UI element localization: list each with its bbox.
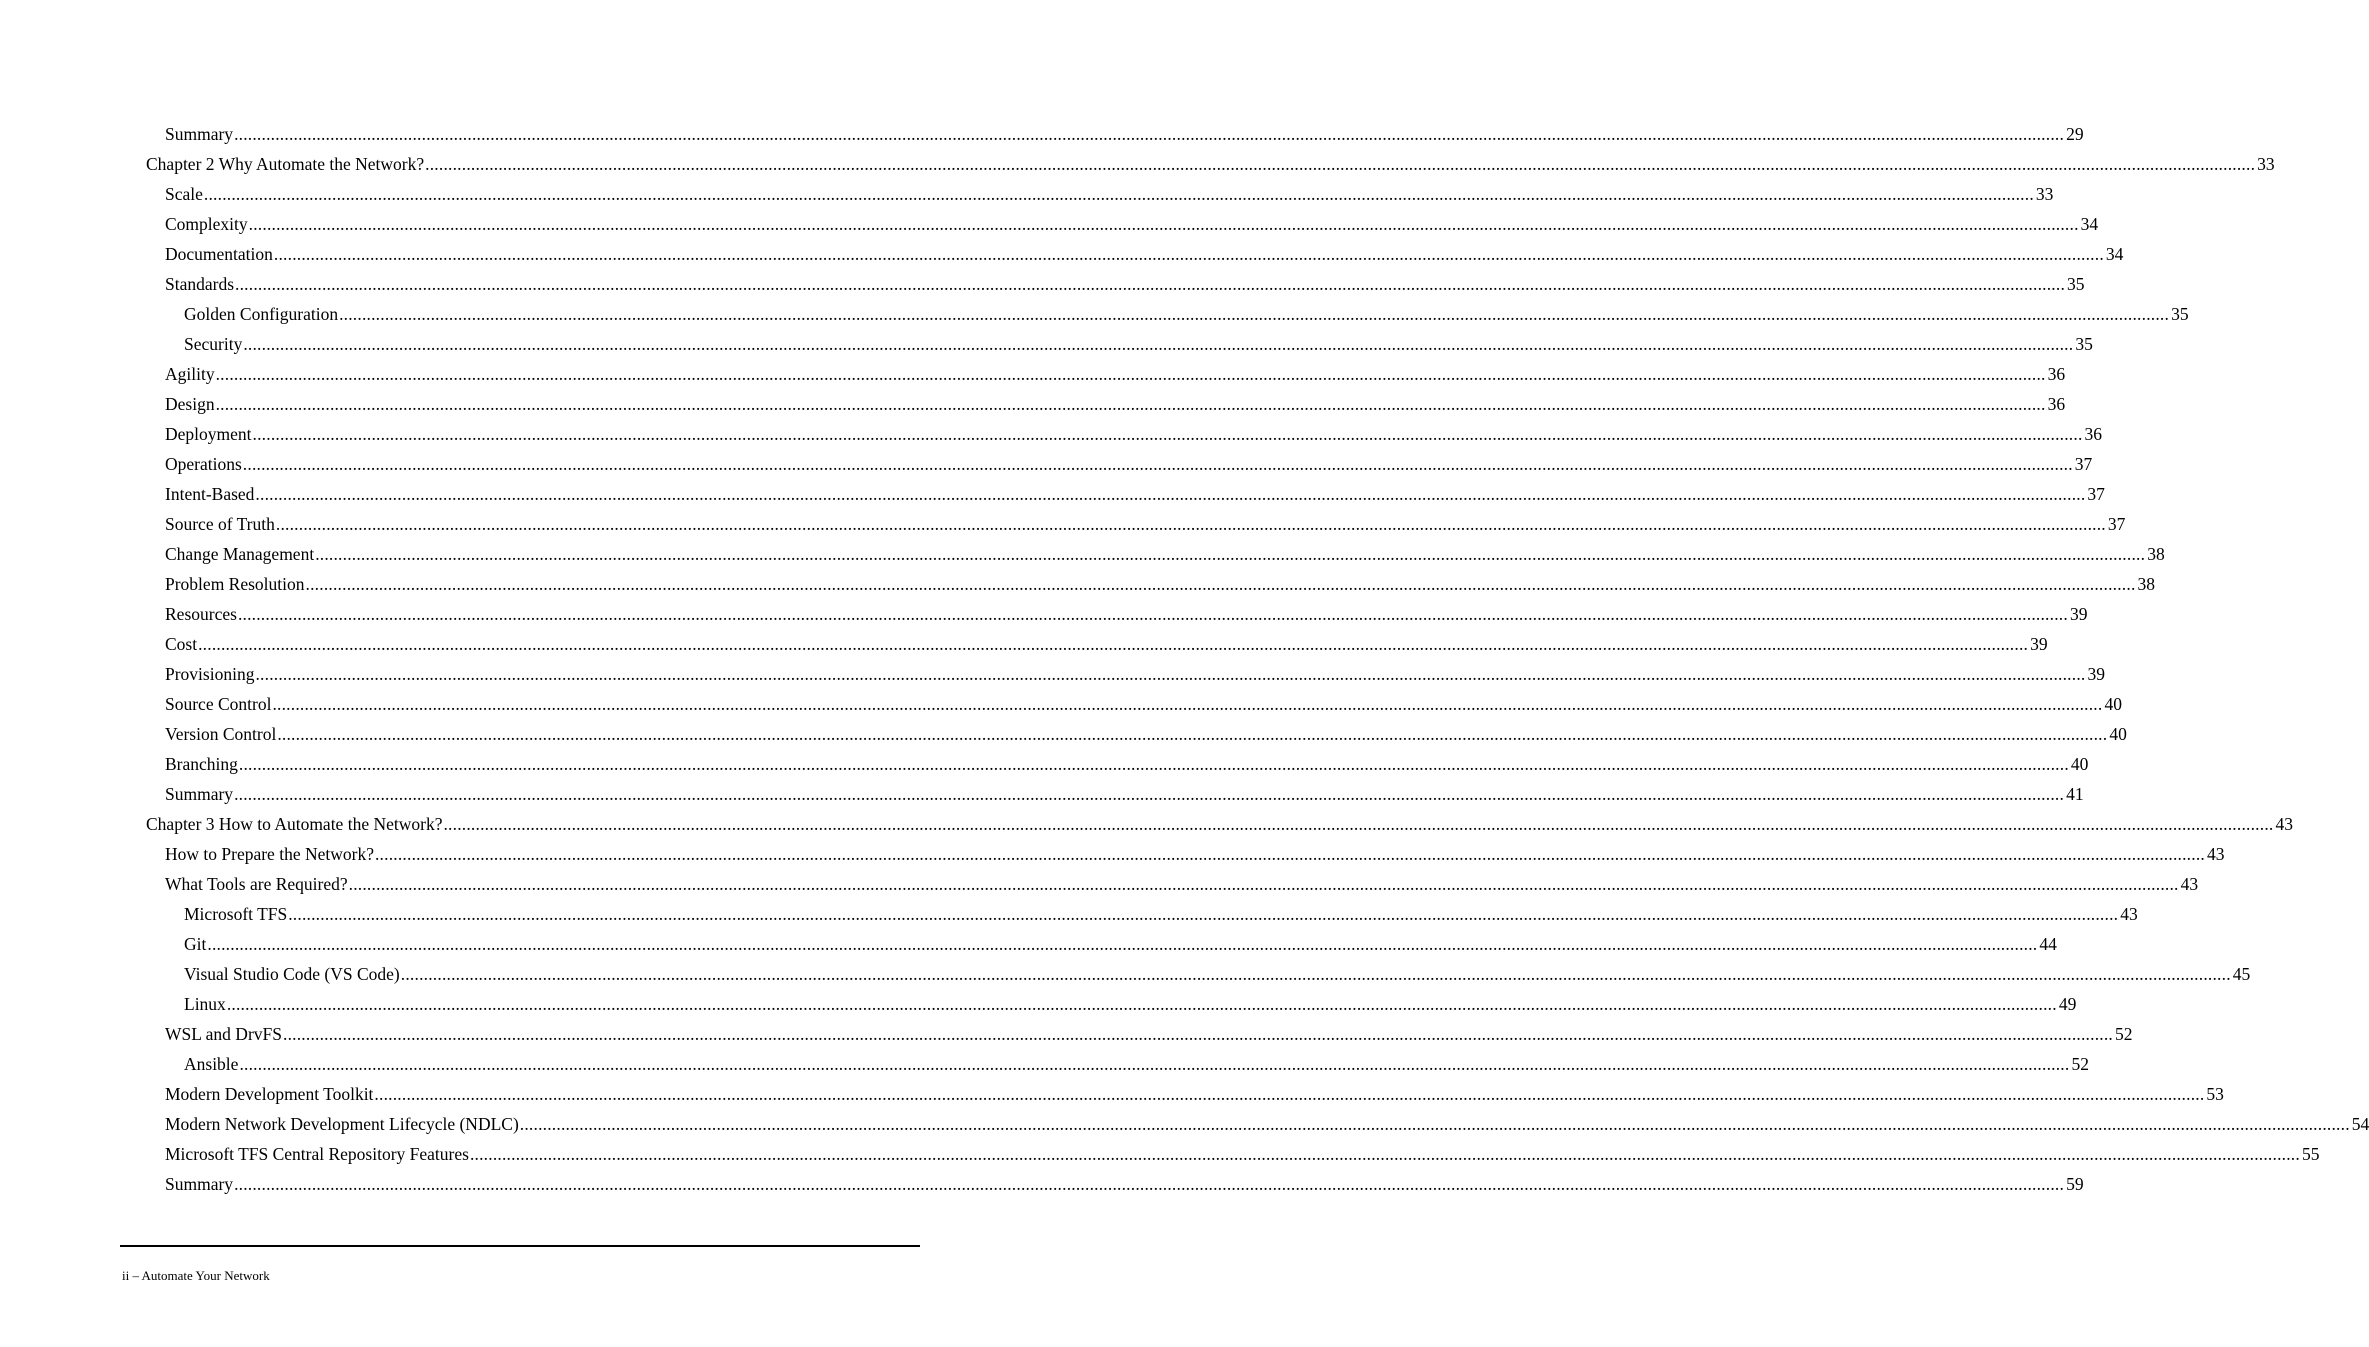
toc-entry-page-number: 37 (2087, 484, 2105, 504)
toc-dot-leader: ................................................................................................................................................................................................................................................................................................................................................................................................................ (255, 484, 2086, 504)
toc-entry[interactable] (0, 659, 2105, 689)
toc-dot-leader: ................................................................................................................................................................................................................................................................................................................................................................................................................ (242, 454, 2073, 474)
toc-entry[interactable] (0, 749, 2089, 779)
toc-entry-title: Git (184, 934, 207, 954)
toc-entry[interactable] (0, 959, 2251, 989)
toc-entry-page-number: 37 (2074, 454, 2093, 474)
toc-entry[interactable] (0, 599, 2088, 629)
toc-dot-leader: ................................................................................................................................................................................................................................................................................................................................................................................................................ (238, 754, 2069, 774)
table-of-contents (0, 119, 2369, 1199)
toc-entry-title: Agility (165, 364, 215, 384)
toc-dot-leader: ................................................................................................................................................................................................................................................................................................................................................................................................................ (374, 844, 2205, 864)
toc-dot-leader: ................................................................................................................................................................................................................................................................................................................................................................................................................ (215, 364, 2046, 384)
toc-dot-leader: ................................................................................................................................................................................................................................................................................................................................................................................................................ (235, 274, 2066, 294)
toc-entry-title: Summary (165, 784, 234, 804)
toc-entry-title: Intent-Based (165, 484, 255, 504)
toc-entry[interactable] (0, 209, 2099, 239)
toc-dot-leader: ................................................................................................................................................................................................................................................................................................................................................................................................................ (275, 514, 2106, 534)
toc-entry-page-number: 52 (2115, 1024, 2133, 1044)
toc-entry[interactable] (0, 539, 2165, 569)
toc-entry-title: Complexity (165, 214, 248, 234)
toc-entry-page-number: 36 (2047, 364, 2066, 384)
toc-entry-page-number: 34 (2105, 244, 2124, 264)
toc-dot-leader: ................................................................................................................................................................................................................................................................................................................................................................................................................ (215, 394, 2046, 414)
toc-entry-title: Standards (165, 274, 235, 294)
toc-entry-page-number: 52 (2071, 1054, 2089, 1074)
toc-entry-page-number: 41 (2066, 784, 2084, 804)
toc-dot-leader: ................................................................................................................................................................................................................................................................................................................................................................................................................ (288, 904, 2119, 924)
toc-entry-title: Deployment (165, 424, 252, 444)
toc-entry-title: Modern Network Development Lifecycle (NDLC) (165, 1114, 519, 1134)
toc-entry-page-number: 39 (2069, 604, 2088, 624)
toc-entry-title: Branching (165, 754, 238, 774)
toc-entry-title: Chapter 2 Why Automate the Network? (146, 154, 425, 174)
toc-entry-page-number: 35 (2067, 274, 2085, 294)
toc-dot-leader: ................................................................................................................................................................................................................................................................................................................................................................................................................ (443, 814, 2274, 834)
toc-entry[interactable] (0, 899, 2138, 929)
toc-entry[interactable] (0, 449, 2093, 479)
toc-entry-page-number: 54 (2351, 1114, 2369, 1134)
toc-dot-leader: ................................................................................................................................................................................................................................................................................................................................................................................................................ (203, 184, 2034, 204)
toc-entry-page-number: 45 (2232, 964, 2251, 984)
toc-dot-leader: ................................................................................................................................................................................................................................................................................................................................................................................................................ (243, 334, 2074, 354)
toc-dot-leader: ................................................................................................................................................................................................................................................................................................................................................................................................................ (519, 1114, 2350, 1134)
toc-entry-title: Security (184, 334, 243, 354)
toc-entry-title: Summary (165, 124, 234, 144)
toc-entry-page-number: 38 (2147, 544, 2165, 564)
toc-dot-leader: ................................................................................................................................................................................................................................................................................................................................................................................................................ (226, 994, 2057, 1014)
toc-entry-title: Provisioning (165, 664, 255, 684)
toc-entry-title: Microsoft TFS (184, 904, 288, 924)
toc-entry[interactable] (0, 1019, 2133, 1049)
toc-dot-leader: ................................................................................................................................................................................................................................................................................................................................................................................................................ (237, 604, 2068, 624)
toc-dot-leader: ................................................................................................................................................................................................................................................................................................................................................................................................................ (234, 784, 2065, 804)
toc-entry[interactable] (0, 299, 2189, 329)
toc-entry-page-number: 39 (2030, 634, 2048, 654)
toc-entry-title: Summary (165, 1174, 234, 1194)
toc-entry-title: Microsoft TFS Central Repository Features (165, 1144, 469, 1164)
toc-entry[interactable] (0, 149, 2275, 179)
toc-entry-title: Resources (165, 604, 237, 624)
toc-entry[interactable] (0, 1049, 2089, 1079)
toc-entry[interactable] (0, 869, 2199, 899)
toc-entry[interactable] (0, 1169, 2084, 1199)
toc-entry[interactable] (0, 929, 2057, 959)
toc-entry-page-number: 39 (2087, 664, 2105, 684)
toc-entry-title: Source Control (165, 694, 272, 714)
toc-entry-page-number: 29 (2066, 124, 2084, 144)
toc-entry[interactable] (0, 689, 2122, 719)
toc-entry[interactable] (0, 179, 2054, 209)
toc-entry[interactable] (0, 1079, 2224, 1109)
toc-entry-title: Design (165, 394, 215, 414)
page-footer: ii – Automate Your Network (122, 1268, 270, 1283)
toc-entry-title: Visual Studio Code (VS Code) (184, 964, 400, 984)
toc-entry-title: Documentation (165, 244, 273, 264)
toc-entry-page-number: 38 (2137, 574, 2156, 594)
toc-entry-title: Modern Development Toolkit (165, 1084, 374, 1104)
toc-entry-title: Ansible (184, 1054, 239, 1074)
toc-entry-title: Golden Configuration (184, 304, 339, 324)
toc-dot-leader: ................................................................................................................................................................................................................................................................................................................................................................................................................ (239, 1054, 2070, 1074)
toc-entry-page-number: 40 (2109, 724, 2127, 744)
toc-entry-title: Cost (165, 634, 198, 654)
toc-dot-leader: ................................................................................................................................................................................................................................................................................................................................................................................................................ (348, 874, 2179, 894)
toc-entry-page-number: 40 (2070, 754, 2089, 774)
toc-entry[interactable] (0, 419, 2103, 449)
toc-entry-page-number: 43 (2120, 904, 2138, 924)
toc-dot-leader: ................................................................................................................................................................................................................................................................................................................................................................................................................ (425, 154, 2256, 174)
toc-dot-leader: ................................................................................................................................................................................................................................................................................................................................................................................................................ (252, 424, 2083, 444)
toc-entry[interactable] (0, 629, 2048, 659)
toc-entry-page-number: 43 (2275, 814, 2293, 834)
toc-entry-page-number: 40 (2104, 694, 2122, 714)
toc-entry-title: Chapter 3 How to Automate the Network? (146, 814, 443, 834)
toc-entry-page-number: 36 (2047, 394, 2066, 414)
toc-entry[interactable] (0, 779, 2084, 809)
toc-entry-title: How to Prepare the Network? (165, 844, 374, 864)
toc-dot-leader: ................................................................................................................................................................................................................................................................................................................................................................................................................ (248, 214, 2079, 234)
toc-dot-leader: ................................................................................................................................................................................................................................................................................................................................................................................................................ (305, 574, 2136, 594)
toc-entry[interactable] (0, 989, 2077, 1019)
toc-entry-title: WSL and DrvFS (165, 1024, 282, 1044)
toc-entry-page-number: 34 (2080, 214, 2099, 234)
toc-entry[interactable] (0, 119, 2084, 149)
toc-entry-page-number: 35 (2075, 334, 2093, 354)
toc-entry[interactable] (0, 839, 2225, 869)
toc-dot-leader: ................................................................................................................................................................................................................................................................................................................................................................................................................ (315, 544, 2146, 564)
toc-entry-page-number: 43 (2206, 844, 2225, 864)
toc-entry[interactable] (0, 1139, 2320, 1169)
toc-entry[interactable] (0, 1109, 2369, 1139)
toc-entry[interactable] (0, 359, 2066, 389)
toc-entry-page-number: 35 (2171, 304, 2189, 324)
toc-entry-page-number: 55 (2301, 1144, 2320, 1164)
toc-dot-leader: ................................................................................................................................................................................................................................................................................................................................................................................................................ (400, 964, 2231, 984)
toc-entry-page-number: 49 (2058, 994, 2077, 1014)
toc-entry[interactable] (0, 809, 2293, 839)
toc-entry[interactable] (0, 389, 2066, 419)
toc-entry-page-number: 43 (2180, 874, 2199, 894)
toc-dot-leader: ................................................................................................................................................................................................................................................................................................................................................................................................................ (469, 1144, 2300, 1164)
toc-entry-title: Linux (184, 994, 226, 1014)
toc-entry-title: Problem Resolution (165, 574, 305, 594)
toc-entry-title: What Tools are Required? (165, 874, 348, 894)
toc-dot-leader: ................................................................................................................................................................................................................................................................................................................................................................................................................ (277, 724, 2108, 744)
toc-dot-leader: ................................................................................................................................................................................................................................................................................................................................................................................................................ (234, 124, 2065, 144)
toc-dot-leader: ................................................................................................................................................................................................................................................................................................................................................................................................................ (255, 664, 2086, 684)
toc-entry[interactable] (0, 329, 2093, 359)
toc-entry-title: Scale (165, 184, 203, 204)
toc-dot-leader: ................................................................................................................................................................................................................................................................................................................................................................................................................ (374, 1084, 2205, 1104)
toc-dot-leader: ................................................................................................................................................................................................................................................................................................................................................................................................................ (272, 694, 2103, 714)
toc-entry-page-number: 33 (2257, 154, 2275, 174)
toc-dot-leader: ................................................................................................................................................................................................................................................................................................................................................................................................................ (273, 244, 2104, 264)
toc-entry[interactable] (0, 509, 2126, 539)
toc-entry-page-number: 36 (2084, 424, 2103, 444)
toc-entry-page-number: 33 (2035, 184, 2054, 204)
toc-dot-leader: ................................................................................................................................................................................................................................................................................................................................................................................................................ (198, 634, 2029, 654)
toc-entry-title: Source of Truth (165, 514, 275, 534)
toc-entry-page-number: 37 (2107, 514, 2126, 534)
toc-entry-page-number: 53 (2206, 1084, 2224, 1104)
toc-entry-page-number: 59 (2066, 1174, 2084, 1194)
toc-entry[interactable] (0, 269, 2085, 299)
toc-entry[interactable] (0, 479, 2105, 509)
toc-dot-leader: ................................................................................................................................................................................................................................................................................................................................................................................................................ (207, 934, 2038, 954)
toc-entry[interactable] (0, 239, 2124, 269)
toc-entry-title: Operations (165, 454, 242, 474)
toc-dot-leader: ................................................................................................................................................................................................................................................................................................................................................................................................................ (234, 1174, 2065, 1194)
toc-entry-title: Version Control (165, 724, 277, 744)
footer-divider (120, 1245, 920, 1247)
toc-entry-page-number: 44 (2039, 934, 2057, 954)
toc-entry[interactable] (0, 719, 2127, 749)
toc-dot-leader: ................................................................................................................................................................................................................................................................................................................................................................................................................ (339, 304, 2170, 324)
toc-dot-leader: ................................................................................................................................................................................................................................................................................................................................................................................................................ (283, 1024, 2113, 1044)
toc-entry-title: Change Management (165, 544, 315, 564)
toc-entry[interactable] (0, 569, 2156, 599)
